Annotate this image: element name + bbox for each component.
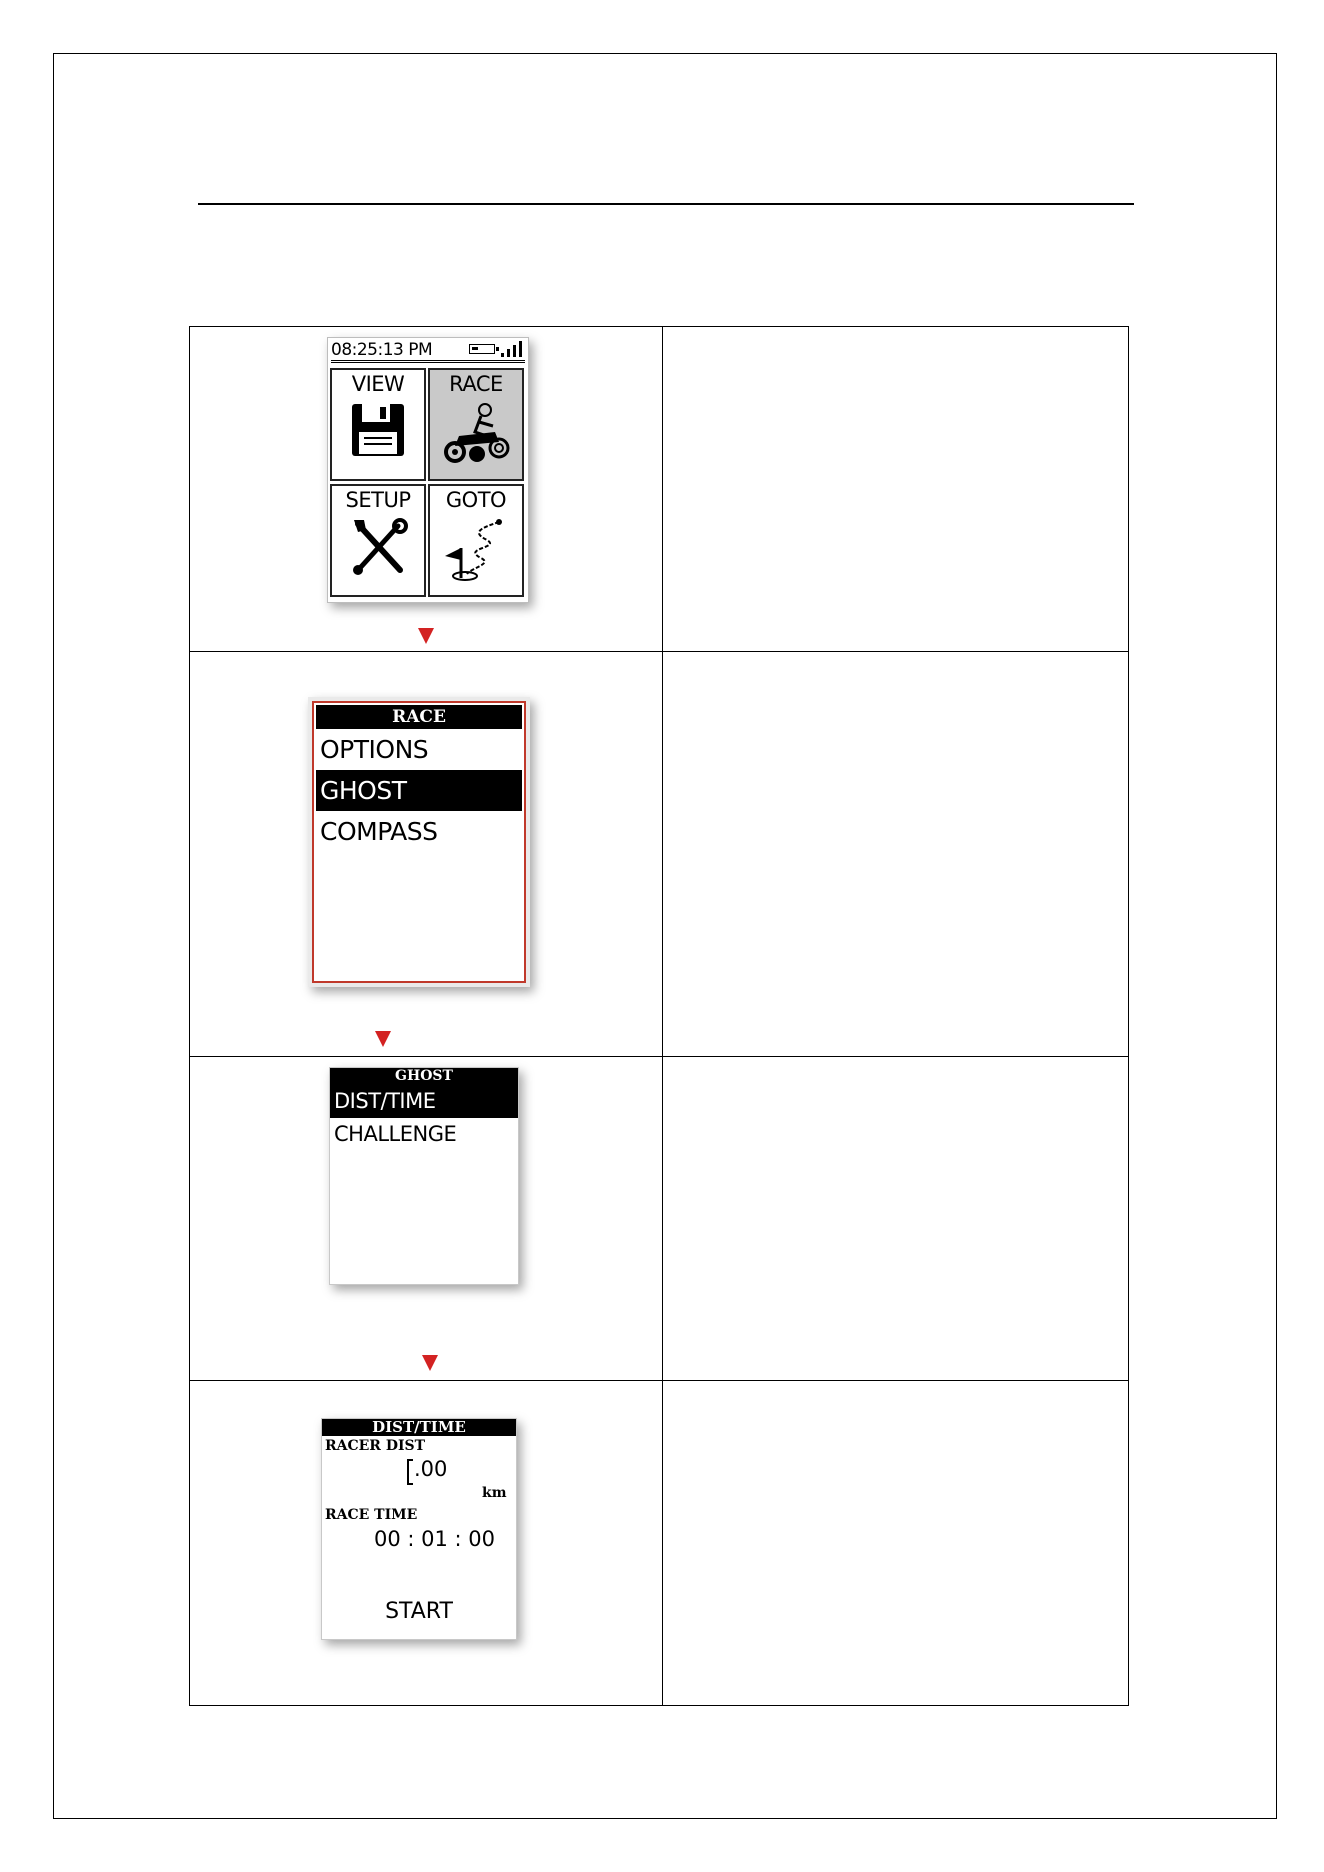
racer-dist-value[interactable]: .00 — [414, 1457, 448, 1481]
tile-label: GOTO — [445, 488, 507, 512]
menu-item-compass[interactable]: COMPASS — [320, 817, 438, 846]
down-arrow-icon — [422, 1355, 438, 1371]
tile-goto[interactable] — [428, 484, 524, 597]
dist-time-screen — [321, 1418, 517, 1640]
down-arrow-icon — [375, 1031, 391, 1047]
floppy-disk-icon — [350, 402, 406, 458]
main-menu-screen — [327, 337, 529, 603]
ghost-menu-screen — [329, 1067, 519, 1285]
racer-dist-label: RACER DIST — [325, 1438, 426, 1454]
edit-cursor — [407, 1459, 413, 1485]
wrench-screwdriver-icon — [348, 518, 408, 578]
race-menu-screen — [308, 697, 530, 987]
start-button[interactable]: START — [385, 1599, 453, 1624]
row-divider — [190, 651, 1128, 652]
row-divider — [190, 1056, 1128, 1057]
atv-rider-icon — [441, 402, 511, 464]
race-time-value[interactable]: 00 : 01 : 00 — [374, 1527, 496, 1551]
distance-unit: km — [482, 1485, 507, 1501]
battery-icon — [469, 344, 495, 354]
ghost-menu-title: GHOST — [330, 1068, 518, 1085]
race-menu-title: RACE — [316, 705, 522, 729]
signal-icon — [501, 341, 523, 357]
tile-view[interactable] — [330, 368, 426, 481]
row-divider — [190, 1380, 1128, 1381]
tile-label: VIEW — [351, 372, 405, 396]
down-arrow-icon — [418, 628, 434, 644]
menu-item-challenge[interactable]: CHALLENGE — [334, 1122, 457, 1146]
tile-race[interactable] — [428, 368, 524, 481]
steps-table — [189, 326, 1129, 1706]
menu-item-dist-time[interactable]: DIST/TIME — [330, 1085, 518, 1118]
tile-label: RACE — [449, 372, 503, 396]
dist-time-title: DIST/TIME — [322, 1419, 516, 1436]
route-flag-icon — [441, 518, 511, 582]
header-rule — [198, 203, 1134, 205]
tile-setup[interactable] — [330, 484, 426, 597]
column-divider — [662, 327, 663, 1705]
tile-label: SETUP — [345, 488, 411, 512]
race-time-label: RACE TIME — [325, 1507, 418, 1523]
status-bar — [331, 340, 525, 363]
menu-item-ghost[interactable]: GHOST — [316, 770, 522, 811]
menu-item-options[interactable]: OPTIONS — [320, 735, 429, 764]
clock: 08:25:13 PM — [331, 340, 433, 360]
